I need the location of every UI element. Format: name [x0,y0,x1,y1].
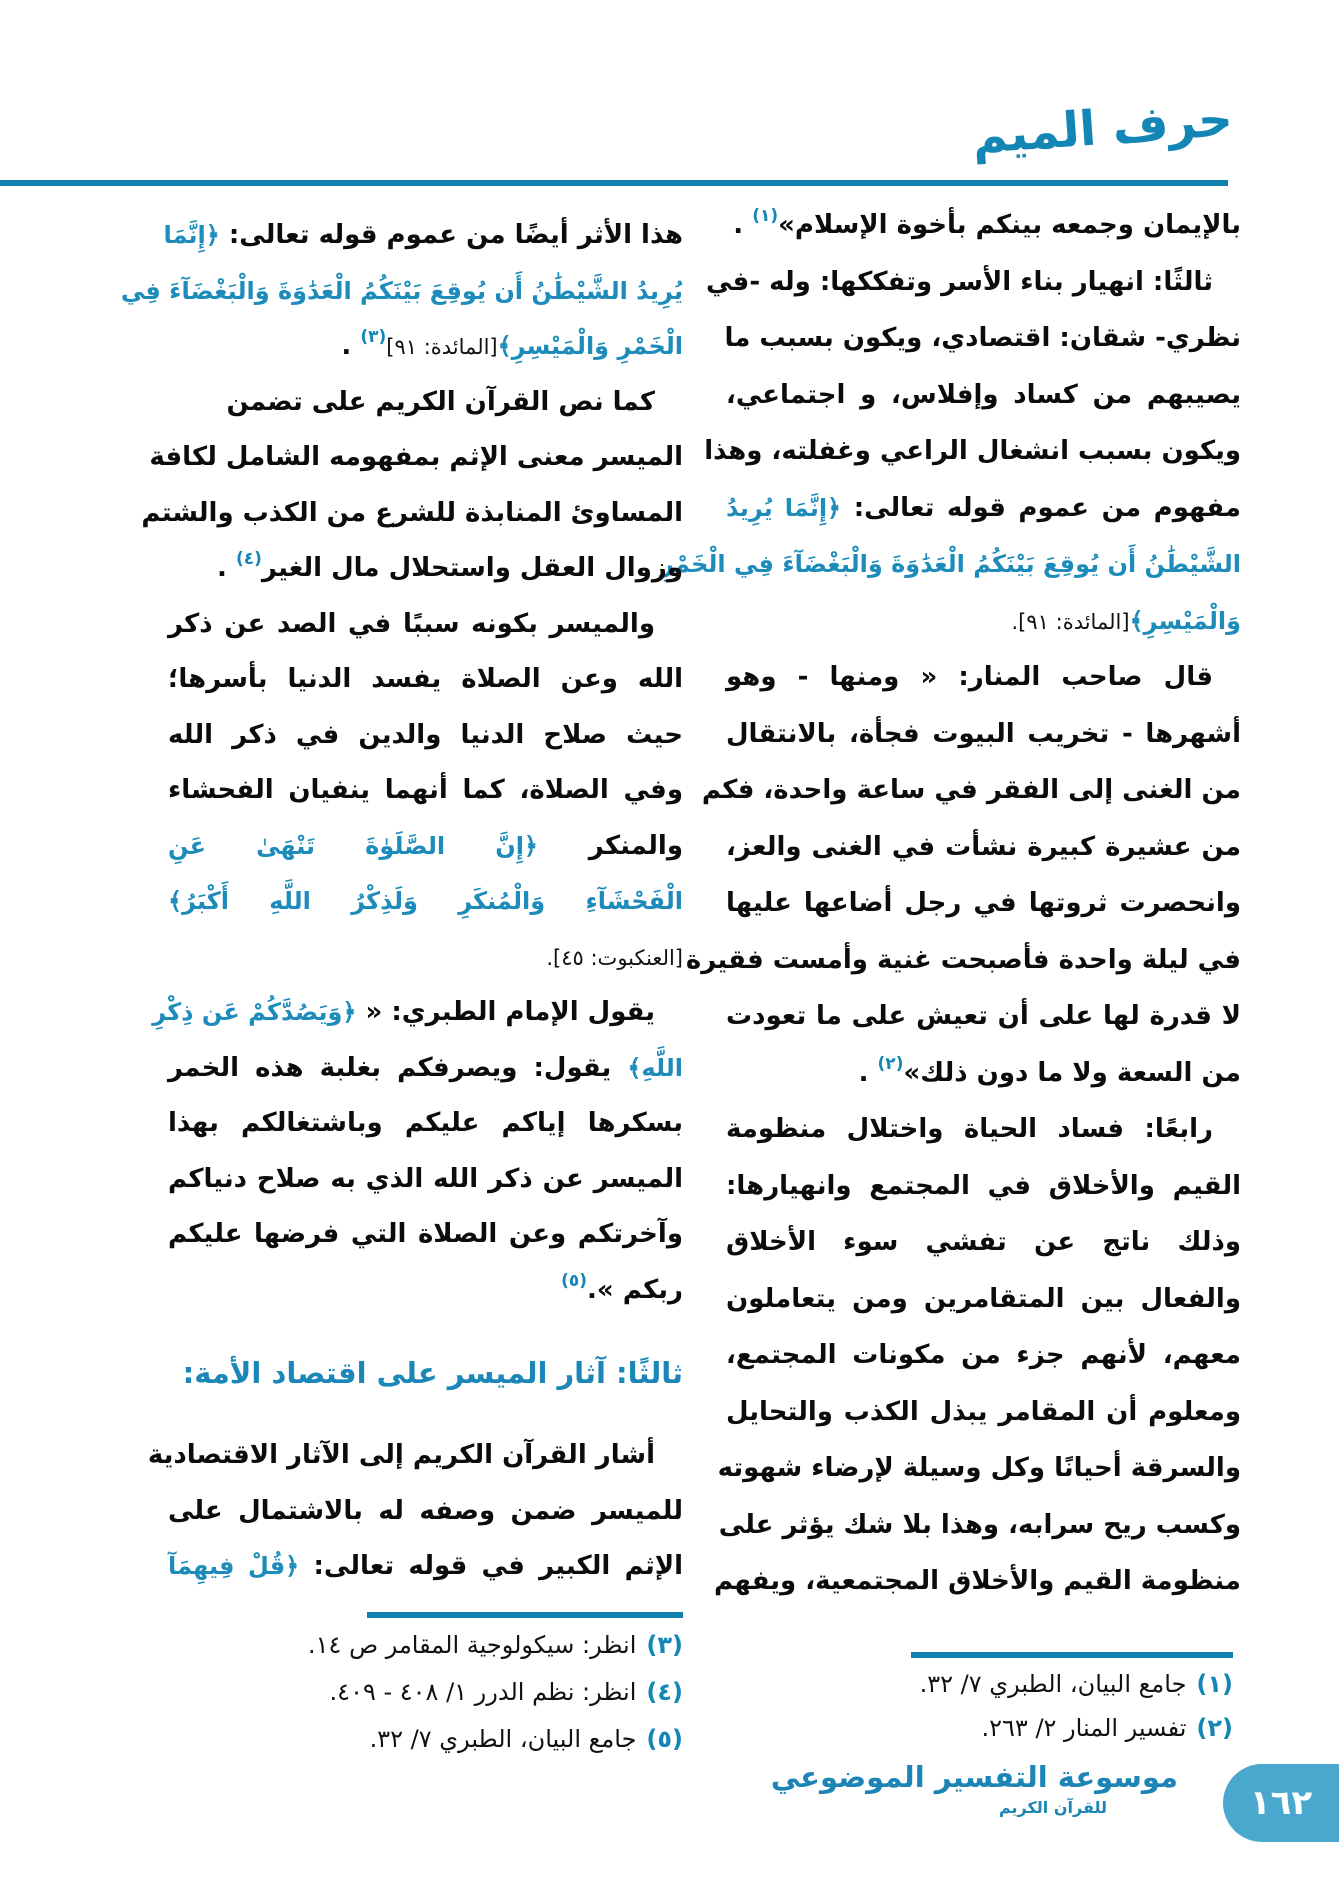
footnote-marker: (٣) [360,327,387,347]
publisher-logo [770,1757,1178,1819]
footnote-marker: (٥) [561,1270,588,1291]
footnotes-left [203,1622,683,1763]
text-line [726,819,1241,876]
text-segment: من الغنى إلى الفقر في ساعة واحدة، فكم [701,775,1241,805]
text-line [726,480,1241,537]
column-right [660,197,1242,1610]
text-line [168,597,683,653]
text-segment: وذلك ناتج عن تفشي سوء الأخلاق [726,1227,1241,1257]
text-line [660,536,1241,593]
text-segment: وفي الصلاة، كما أنهما ينفيان الفحشاء [168,775,683,805]
text-segment: والمنكر [537,830,683,861]
footnote-marker: (٤) [235,549,262,569]
footnote-rule-left [367,1612,683,1618]
text-segment: القيم والأخلاق في المجتمع وانهيارها: [726,1170,1241,1201]
text-line [168,1041,683,1097]
text-segment: يصيبهم من كساد وإفلاس، و اجتماعي، [726,379,1241,410]
quran-verse-text: ﴿إِنَّ الصَّلَوٰةَ تَنْهَىٰ عَنِ [168,831,538,860]
quran-verse-text: ﴿وَيَصُدَّكُمْ عَن ذِكْرِ [152,998,357,1026]
footnote [813,1706,1233,1750]
text-segment: وزوال العقل واستحلال مال الغير [261,553,683,583]
text-line [168,763,683,819]
text-line [168,375,683,431]
footnote-number: (١) [1196,1670,1233,1698]
text-segment: والميسر بكونه سببًا في الصد عن ذكر [168,608,655,639]
text-line [726,1045,1241,1102]
footnotes-right [813,1662,1233,1750]
text-segment: ومعلوم أن المقامر يبذل الكذب والتحايل [726,1396,1241,1427]
text-line [726,593,1241,650]
footnote [203,1669,683,1716]
text-segment: المساوئ المنابذة للشرع من الكذب والشتم [141,497,683,528]
text-line [168,1539,683,1595]
footnote-number: (٢) [1196,1714,1233,1742]
text-line [726,310,1241,367]
text-line [726,197,1241,254]
text-line [163,208,683,264]
logo-title: موسوعة التفسير الموضوعي [770,1760,1178,1794]
text-segment: في ليلة واحدة فأصبحت غنية وأمست فقيرة [685,944,1241,975]
text-line [726,1101,1241,1158]
text-line [168,1096,683,1152]
footnote-marker: (١) [752,206,779,226]
quran-verse-text: وَالْمَيْسِرِ﴾ [1129,606,1241,635]
quran-verse-text: الْفَحْشَآءِ وَالْمُنكَرِ وَلَذِكْرُ اللَّهِ أَكْبَرُ﴾ [168,887,683,915]
footnote-rule-right [911,1652,1233,1658]
quran-verse-text: ﴿قُلْ فِيهِمَآ [168,1552,300,1580]
text-line [726,1327,1241,1384]
text-segment: ويكون بسبب انشغال الراعي وغفلته، وهذا [704,436,1241,466]
text-line [726,649,1241,706]
text-segment: وآخرتكم وعن الصلاة التي فرضها عليكم [168,1219,683,1249]
text-line [168,541,683,597]
text-line [701,762,1241,819]
text-line [718,1497,1241,1554]
text-segment: وكسب ريح سرابه، وهذا بلا شك يؤثر على [718,1509,1241,1540]
text-line [726,875,1241,932]
quran-verse-text: ﴿إِنَّمَا يُرِيدُ [726,493,842,522]
quran-verse-text: الْخَمْرِ وَالْمَيْسِرِ﴾ [497,332,683,360]
text-line [168,1152,683,1208]
text-segment: بسكرها إياكم عليكم وباشتغالكم بهذا [168,1108,683,1138]
text-segment: . [733,210,753,240]
footnote-marker: (٢) [877,1053,904,1074]
header-rule [0,180,1228,186]
text-segment: معهم، لأنهم جزء من مكونات المجتمع، [726,1340,1241,1370]
footnote [813,1662,1233,1706]
chapter-title: حرف الميم [970,90,1235,166]
quran-verse-text: يُرِيدُ الشَّيْطَٰنُ أَن يُوقِعَ بَيْنَكُمُ الْعَدَٰوَةَ وَالْبَغْضَآءَ فِي [120,276,683,305]
footnote [203,1622,683,1669]
footnote-number: (٤) [646,1678,683,1706]
text-line [168,1263,683,1319]
text-segment: والفعال بين المتقامرين ومن يتعاملون [726,1283,1241,1314]
text-line [714,1553,1241,1610]
text-line [149,430,683,486]
text-line [726,706,1241,763]
footnote [203,1716,683,1763]
section-heading [168,1318,683,1428]
text-segment: رابعًا: فساد الحياة واختلال منظومة [726,1114,1213,1144]
text-line [705,254,1241,311]
text-segment: وانحصرت ثروتها في رجل أضاعها عليها [726,888,1241,918]
text-segment: . [217,553,236,583]
text-line [704,423,1241,480]
text-line [168,708,683,764]
text-line [120,264,683,320]
text-line [726,1158,1241,1215]
text-segment: الميسر عن ذكر الله الذي به صلاح دنياكم [168,1163,683,1194]
text-line [141,486,683,542]
quran-verse-text: الشَّيْطَٰنُ أَن يُوقِعَ بَيْنَكُمُ الْعَدَٰوَةَ وَالْبَغْضَآءَ فِي الْخَمْرِ [660,550,1241,578]
text-line [726,1271,1241,1328]
text-line [168,930,683,986]
text-line [726,1384,1241,1441]
verse-reference: [المائدة: ٩١] [386,335,498,359]
footnote-number: (٣) [646,1631,683,1659]
text-segment: نظري- شقان: اقتصادي، ويكون بسبب ما [724,323,1241,353]
text-segment: هذا الأثر أيضًا من عموم قوله تعالى: [219,220,683,250]
text-line [168,874,683,930]
text-line [168,652,683,708]
footnote-text: انظر: نظم الدرر ١/ ٤٠٨ - ٤٠٩. [329,1678,637,1706]
footnote-number: (٥) [646,1725,683,1753]
text-segment: الله وعن الصلاة يفسد الدنيا بأسرها؛ [168,664,683,694]
text-segment: والسرقة أحيانًا وكل وسيلة لإرضاء شهوته [717,1453,1241,1483]
text-line [147,1428,683,1484]
text-segment: ربكم ». [587,1274,683,1305]
text-segment: يقول الإمام الطبري: « [356,997,655,1027]
text-segment: يقول: ويصرفكم بغلبة هذه الخمر [168,1052,628,1083]
text-segment: الميسر معنى الإثم بمفهومه الشامل لكافة [149,442,683,472]
footnote-text: انظر: سيكولوجية المقامر ص ١٤. [308,1631,637,1659]
text-line [726,988,1241,1045]
text-segment: أشار القرآن الكريم إلى الآثار الاقتصادية [147,1440,655,1470]
text-segment: أشهرها - تخريب البيوت فجأة، بالانتقال [726,718,1241,749]
text-line [168,1484,683,1540]
text-segment: ثالثًا: آثار الميسر على اقتصاد الأمة: [182,1356,683,1390]
text-segment: . [858,1057,878,1088]
text-segment: من عشيرة كبيرة نشأت في الغنى والعز، [726,831,1241,862]
text-line [685,932,1241,989]
text-line [168,1207,683,1263]
page-number: ١٦٢ [1249,1783,1313,1823]
text-line [726,367,1241,424]
text-line [152,985,683,1041]
footnote-text: جامع البيان، الطبري ٧/ ٣٢. [369,1725,637,1753]
page-number-badge [1223,1764,1339,1842]
text-line [168,319,683,375]
logo-subtitle: للقرآن الكريم [998,1798,1108,1817]
quran-verse-text: ﴿إِنَّمَا [163,221,220,249]
text-segment: منظومة القيم والأخلاق المجتمعية، ويفهم [714,1566,1241,1596]
text-line [717,1440,1241,1497]
text-segment: لا قدرة لها على أن تعيش على ما تعودت [726,1001,1241,1031]
verse-reference: [العنكبوت: ٤٥]. [546,945,683,970]
footnote-text: جامع البيان، الطبري ٧/ ٣٢. [919,1670,1187,1698]
quran-verse-text: اللَّهِ﴾ [627,1053,683,1082]
text-segment: كما نص القرآن الكريم على تضمن [226,386,655,417]
text-segment: . [341,331,361,361]
text-segment: حيث صلاح الدنيا والدين في ذكر الله [168,719,683,750]
text-segment: ثالثًا: انهيار بناء الأسر وتفككها: وله -في [705,266,1213,297]
footnote-text: تفسير المنار ٢/ ٢٦٣. [981,1714,1187,1742]
text-segment: بالإيمان وجمعه بينكم بأخوة الإسلام» [778,210,1241,240]
text-segment: الإثم الكبير في قوله تعالى: [299,1551,684,1581]
column-left [120,208,684,1595]
text-segment: من السعة ولا ما دون ذلك» [903,1057,1241,1088]
text-line [726,1214,1241,1271]
text-segment: للميسر ضمن وصفه له بالاشتمال على [168,1495,683,1526]
text-line [168,819,683,875]
text-segment: مفهوم من عموم قوله تعالى: [841,492,1242,523]
verse-reference: [المائدة: ٩١]. [1011,609,1130,634]
text-segment: قال صاحب المنار: « ومنها - وهو [726,662,1213,692]
